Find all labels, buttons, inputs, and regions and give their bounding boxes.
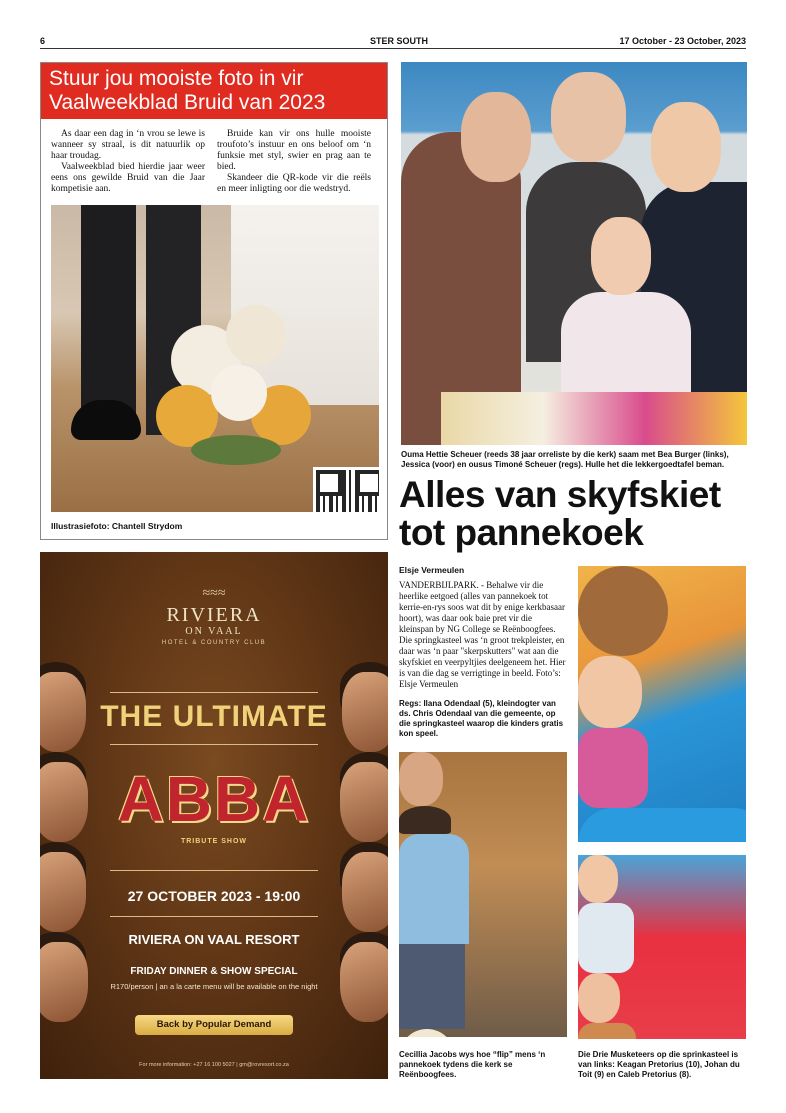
ad-portrait xyxy=(340,942,388,1022)
person-hettie-head xyxy=(551,72,626,162)
three-musketeers-photo xyxy=(578,855,746,1039)
person-jessica-head xyxy=(591,217,651,295)
ad-venue: RIVIERA ON VAAL RESORT xyxy=(128,932,300,947)
top-photo-caption: Ouma Hettie Scheuer (reeds 38 jaar orreliste by die kerk) saam met Bea Burger (links), Jessica (voor) en ousus Timoné Scheuer (regs). Hulle het die lekkergoedtafel beman. xyxy=(401,450,729,469)
ad-price: R170/person | an a la carte menu will be available on the night xyxy=(110,982,318,991)
bride-title: Stuur jou mooiste foto in vir Vaalweekblad Bruid van 2023 xyxy=(41,63,387,119)
boy-keagan-body xyxy=(578,903,634,973)
article-byline: Elsje Vermeulen xyxy=(399,565,465,575)
article-body: VANDERBIJLPARK. - Behalwe vir die heerlike eetgoed (alles van pannekoek tot kerrie-en-rys soos wat dit by enige kerkbasaar hoort), was daar ook baie pret vir die kleinspan by NG College se Reënboogfees. Die springkasteel was ‘n groot trekpleister, en daar was ‘n paar "skerpskutters" wat aan die skyfskiet en veerpyltjies deelgeneem het. Hier is van die dag se verrigtinge in beeld. Foto’s: Elsje Vermeulen xyxy=(399,580,566,689)
ad-logo-tagline: HOTEL & COUNTRY CLUB xyxy=(161,640,267,646)
photo-credit: Illustrasiefoto: Chantell Strydom xyxy=(51,521,183,531)
candy-table-photo xyxy=(401,62,747,445)
candy-table xyxy=(441,392,747,445)
bouquet-flower xyxy=(211,365,267,421)
qr-code[interactable] xyxy=(313,467,379,512)
person-bea-head xyxy=(461,92,531,182)
cook-hair xyxy=(399,806,451,834)
ad-divider xyxy=(110,692,318,693)
ad-logo-name: RIVIERA xyxy=(166,604,262,626)
cook-caption: Cecillia Jacobs wys hoe “flip” mens ‘n pannekoek tydens die kerk se Reënboogfees. xyxy=(399,1050,546,1079)
ad-divider xyxy=(110,916,318,917)
person-timone-head xyxy=(651,102,721,192)
ad-portrait xyxy=(40,942,88,1022)
popular-demand-button[interactable]: Back by Popular Demand xyxy=(135,1015,293,1035)
ad-portrait xyxy=(340,762,388,842)
inflatable-tube xyxy=(578,808,746,842)
groom-leg xyxy=(81,205,136,425)
abba-advertisement xyxy=(40,552,388,1079)
ad-portrait xyxy=(40,762,88,842)
ad-divider xyxy=(110,744,318,745)
header-divider xyxy=(40,48,746,49)
girl-body xyxy=(578,728,648,808)
bouquet-leaf xyxy=(191,435,281,465)
bouncy-castle-girl-photo xyxy=(578,566,746,842)
pancake xyxy=(399,1029,455,1037)
girl-face xyxy=(578,656,642,728)
wave-logo-icon: ≈≈≈ xyxy=(202,586,226,601)
regs-caption: Regs: Ilana Odendaal (5), kleindogter van ds. Chris Odendaal van die gemeente, op die springkasteel waarop die kinders gratis kon speel. xyxy=(399,699,564,738)
ad-contact-info: For more information: +27 16 100 5027 | gm@rovresort.co.za xyxy=(139,1062,289,1068)
ad-event-date: 27 OCTOBER 2023 - 19:00 xyxy=(127,888,301,904)
bride-column-2 xyxy=(217,129,371,195)
girl-hair xyxy=(578,566,668,656)
ad-logo-sub: ON VAAL xyxy=(185,626,243,637)
bouquet-flower xyxy=(226,305,286,365)
bride-paragraph: Vaalweekblad bied hierdie jaar weer eens ons gewilde Bruid van die Jaar kompetisie aan. xyxy=(51,162,205,194)
page-number: 6 xyxy=(40,36,46,46)
bride-paragraph: As daar een dag in ‘n vrou se lewe is wanneer sy straal, is dit natuurlik op haar troudag. xyxy=(51,129,205,161)
boys-caption: Die Drie Musketeers op die sprinkasteel is van links: Keagan Pretorius (10), Johan du Toit (9) en Caleb Pretorius (8). xyxy=(578,1050,740,1079)
bride-competition-box xyxy=(40,62,388,540)
boy-keagan-head xyxy=(578,855,618,903)
ad-band-name: ABBA xyxy=(117,763,311,835)
wedding-bouquet-photo xyxy=(51,205,379,512)
cook-body xyxy=(399,834,469,944)
boy-johan-body xyxy=(578,1023,636,1039)
cook-legs xyxy=(399,944,465,1029)
ad-special: FRIDAY DINNER & SHOW SPECIAL xyxy=(130,966,298,977)
bride-column-1 xyxy=(51,129,205,195)
ad-headline: THE ULTIMATE xyxy=(100,700,328,733)
bride-paragraph: Bruide kan vir ons hulle mooiste troufoto’s instuur en ons beloof om ‘n funksie met styl, swier en prag aan te bied. xyxy=(217,129,371,172)
article-headline: Alles van skyfskiet tot pannekoek xyxy=(399,474,721,553)
boy-johan-head xyxy=(578,973,620,1023)
cook-head xyxy=(399,752,443,806)
ad-tribute-label: TRIBUTE SHOW xyxy=(180,838,248,845)
qr-pattern xyxy=(316,470,379,512)
paper-name: STER SOUTH xyxy=(370,36,429,46)
issue-date: 17 October - 23 October, 2023 xyxy=(619,36,746,46)
bride-paragraph: Skandeer die QR-kode vir die reëls en meer inligting oor die wedstryd. xyxy=(217,173,371,194)
pancake-flip-photo xyxy=(399,752,567,1037)
ad-divider xyxy=(110,870,318,871)
page-header xyxy=(40,36,746,48)
